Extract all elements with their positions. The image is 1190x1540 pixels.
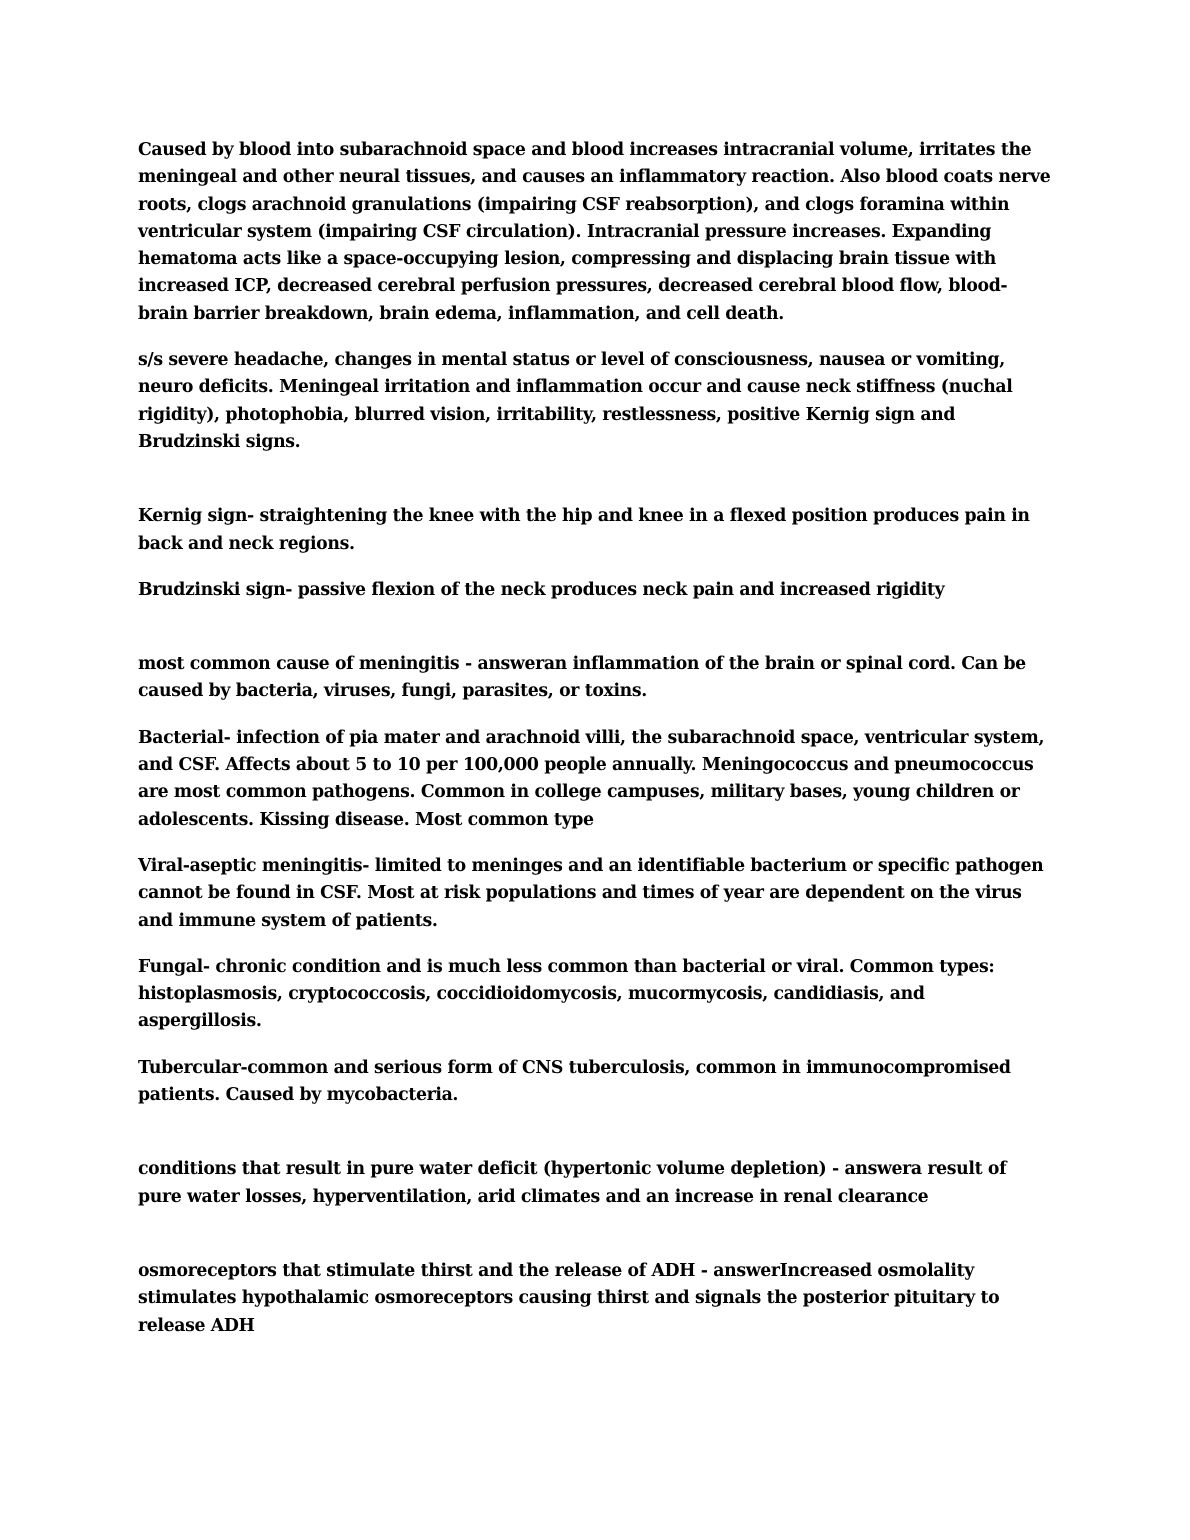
paragraph-subarachnoid-hemorrhage-pathophysiology: Caused by blood into subarachnoid space and blood increases intracranial volume, irritates the meningeal and other neural tissues, and causes an inflammatory reaction. Also blood coats nerve roots, clogs arachnoid granulations (impairing CSF reabsorption), and clogs foramina within ventricular system (impairing CSF circulation). Intracranial pressure increases. Expanding hematoma acts like a space-occupying lesion, compressing and displacing brain tissue with increased ICP, decreased cerebral perfusion pressures, decreased cerebral blood flow, blood-brain barrier breakdown, brain edema, inflammation, and cell death.: [138, 140, 1051, 324]
paragraph-pure-water-deficit: conditions that result in pure water deficit (hypertonic volume depletion) - answera result of pure water losses, hyperventilation, arid climates and an increase in renal clearance: [138, 1159, 1007, 1207]
paragraph-fungal-meningitis: Fungal- chronic condition and is much less common than bacterial or viral. Common types: histoplasmosis, cryptococcosis, coccidioidomycosis, mucormycosis, candidiasis, and aspergillosis.: [138, 956, 995, 1032]
document-body: [138, 137, 1053, 1359]
paragraph-bacterial-meningitis: Bacterial- infection of pia mater and arachnoid villi, the subarachnoid space, ventricular system, and CSF. Affects about 5 to 10 per 100,000 people annually. Meningococcus and pneumococcus are most common pathogens. Common in college campuses, military bases, young children or adolescents. Kissing disease. Most common type: [138, 727, 1045, 830]
paragraph-viral-meningitis: Viral-aseptic meningitis- limited to meninges and an identifiable bacterium or specific pathogen cannot be found in CSF. Most at risk populations and times of year are dependent on the virus and immune system of patients.: [138, 855, 1044, 931]
paragraph-osmoreceptors-adh: osmoreceptors that stimulate thirst and the release of ADH - answerIncreased osmolality stimulates hypothalamic osmoreceptors causing thirst and signals the posterior pituitary to release ADH: [138, 1260, 1000, 1336]
paragraph-meningitis-cause: most common cause of meningitis - answeran inflammation of the brain or spinal cord. Can be caused by bacteria, viruses, fungi, parasites, or toxins.: [138, 654, 1026, 702]
paragraph-brudzinski-sign: Brudzinski sign- passive flexion of the neck produces neck pain and increased rigidity: [138, 579, 945, 600]
paragraph-signs-symptoms: s/s severe headache, changes in mental status or level of consciousness, nausea or vomiting, neuro deficits. Meningeal irritation and inflammation occur and cause neck stiffness (nuchal rigidity), photophobia, blurred vision, irritability, restlessness, positive Kernig sign and Brudzinski signs.: [138, 350, 1013, 452]
paragraph-kernig-sign: Kernig sign- straightening the knee with the hip and knee in a flexed position produces pain in back and neck regions.: [138, 506, 1030, 554]
paragraph-tubercular-meningitis: Tubercular-common and serious form of CNS tuberculosis, common in immunocompromised patients. Caused by mycobacteria.: [138, 1057, 1011, 1106]
